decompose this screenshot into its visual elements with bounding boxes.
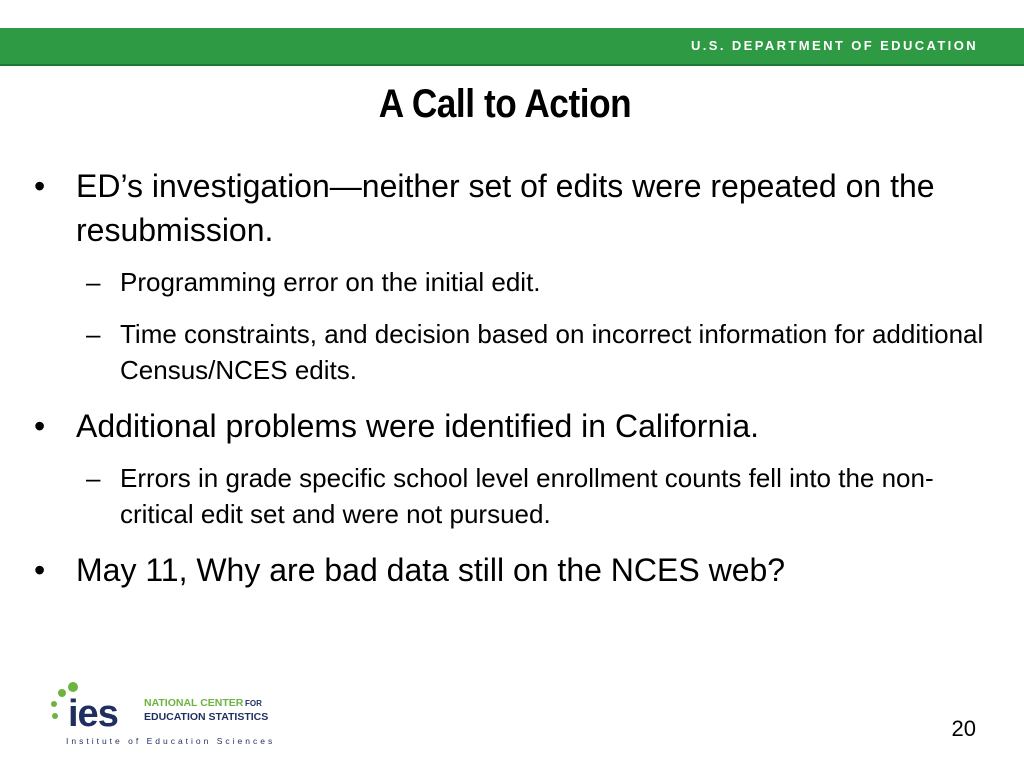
logo-ies-text: ies (68, 693, 118, 735)
logo-dot-icon (52, 713, 58, 719)
bullet-item (34, 164, 994, 388)
logo-dot-icon (51, 701, 57, 707)
department-name: U.S. DEPARTMENT OF EDUCATION (691, 38, 978, 53)
sub-bullet-item (76, 316, 994, 388)
sub-bullet-text: Time constraints, and decision based on incorrect information for additional Census/NCES edits. (120, 319, 984, 385)
logo-for: FOR (245, 699, 262, 708)
slide-title: A Call to Action (378, 82, 632, 126)
bullet-list (34, 164, 994, 604)
ies-logo (46, 680, 286, 750)
logo-institute: Institute of Education Sciences (66, 736, 276, 746)
bullet-item (34, 404, 994, 532)
bullet-text: ED’s investigation—neither set of edits were repeated on the resubmission. (76, 168, 935, 248)
sub-bullet-list (34, 264, 994, 388)
bullet-mark: • (34, 408, 46, 444)
sub-bullet-item (76, 460, 994, 532)
page-number: 20 (951, 716, 976, 741)
sub-bullet-item (76, 264, 994, 300)
bullet-text: May 11, Why are bad data still on the NCES web? (76, 552, 786, 588)
logo-dot-icon (68, 682, 78, 692)
sub-bullet-list (34, 460, 994, 532)
header-rule (0, 64, 1024, 66)
logo-dot-icon (58, 689, 66, 697)
bullet-mark: • (34, 552, 46, 588)
dash-mark: – (86, 267, 101, 297)
sub-bullet-text: Errors in grade specific school level enrollment counts fell into the non-critical edit set and were not pursued. (120, 463, 934, 529)
sub-bullet-text: Programming error on the initial edit. (120, 267, 541, 297)
bullet-item (34, 548, 994, 592)
logo-national-center: NATIONAL CENTER (144, 697, 244, 709)
bullet-text: Additional problems were identified in California. (76, 408, 760, 444)
dash-mark: – (86, 319, 101, 349)
bullet-mark: • (34, 168, 46, 204)
logo-education-statistics: EDUCATION STATISTICS (144, 711, 269, 723)
dash-mark: – (86, 463, 101, 493)
